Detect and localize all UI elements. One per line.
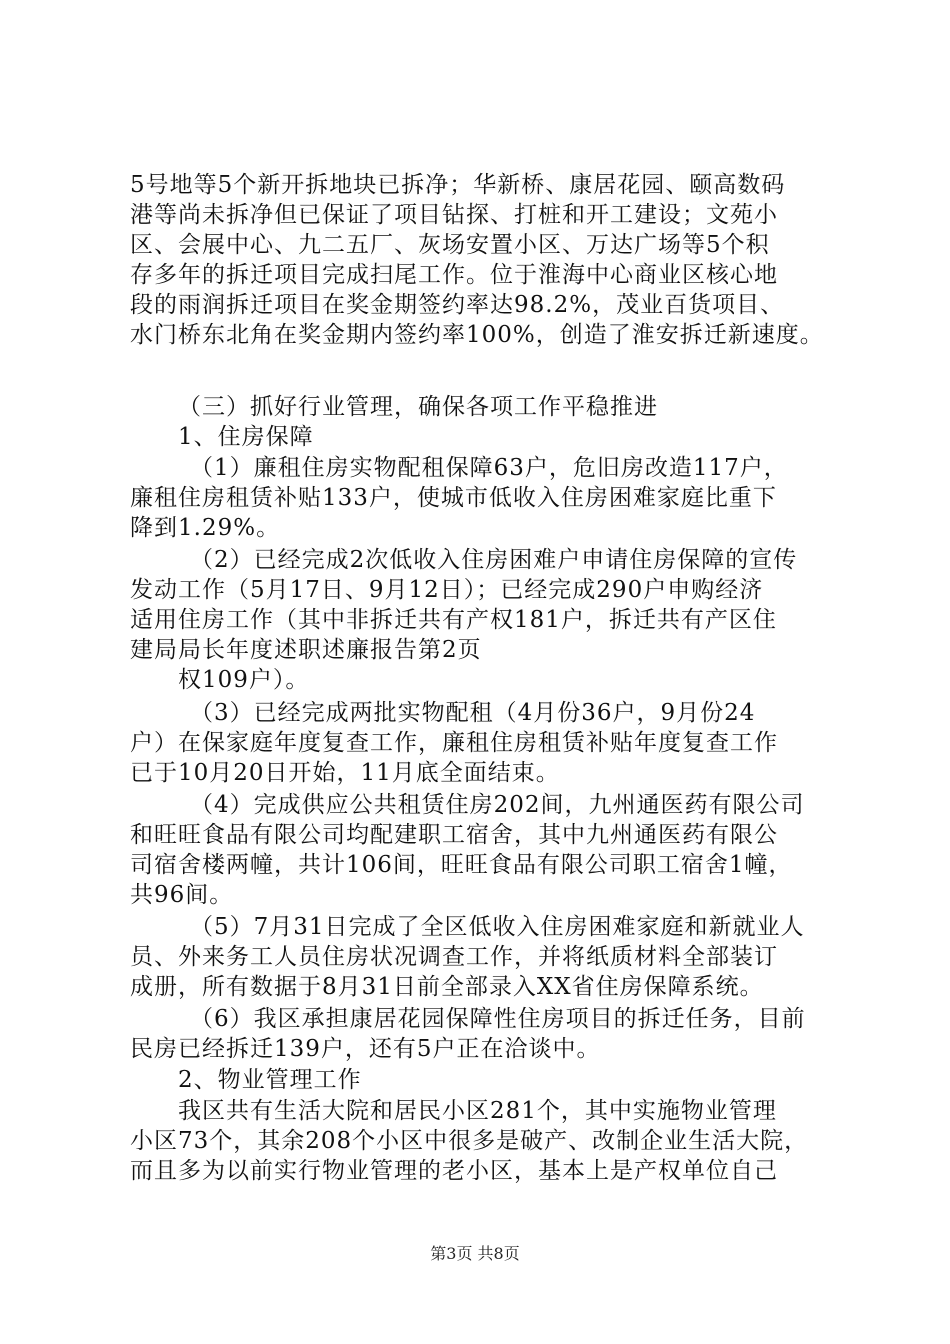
text-line: 廉租住房租赁补贴133户，使城市低收入住房困难家庭比重下 [130,485,777,511]
text-line: 权109户）。 [178,667,310,693]
text-line: 成册，所有数据于8月31日前全部录入XX省住房保障系统。 [130,974,764,1000]
text-line: 适用住房工作（其中非拆迁共有产权181户，拆迁共有产区住 [130,607,777,633]
text-line: 小区73个，其余208个小区中很多是破产、改制企业生活大院， [130,1128,809,1154]
text-line: （5）7月31日完成了全区低收入住房困难家庭和新就业人 [190,914,805,940]
text-line: （3）已经完成两批实物配租（4月份36户，9月份24 [190,700,756,726]
text-line: 5号地等5个新开拆地块已拆净；华新桥、康居花园、颐高数码 [130,172,786,198]
section-heading: （三）抓好行业管理，确保各项工作平稳推进 [178,394,658,420]
subsection-heading: 1、住房保障 [178,424,314,450]
text-line: 共96间。 [130,882,234,908]
text-line: 我区共有生活大院和居民小区281个，其中实施物业管理 [178,1098,777,1124]
text-line: 而且多为以前实行物业管理的老小区，基本上是产权单位自己 [130,1158,778,1184]
subsection-heading: 2、物业管理工作 [178,1067,362,1093]
text-line: 民房已经拆迁139户，还有5户正在洽谈中。 [130,1036,601,1062]
text-line: 段的雨润拆迁项目在奖金期签约率达98.2%，茂业百货项目、 [130,292,785,318]
text-line: 区、会展中心、九二五厂、灰场安置小区、万达广场等5个积 [130,232,770,258]
text-line: 降到1.29%。 [130,515,281,541]
text-line: 司宿舍楼两幢，共计106间，旺旺食品有限公司职工宿舍1幢， [130,852,793,878]
text-line: 存多年的拆迁项目完成扫尾工作。位于淮海中心商业区核心地 [130,262,778,288]
text-line: （4）完成供应公共租赁住房202间，九州通医药有限公司 [190,792,805,818]
text-line: 港等尚未拆净但已保证了项目钻探、打桩和开工建设；文苑小 [130,202,778,228]
text-line: 户）在保家庭年度复查工作，廉租住房租赁补贴年度复查工作 [130,730,778,756]
page-footer: 第3页 共8页 [430,1244,520,1263]
text-line: 员、外来务工人员住房状况调查工作，并将纸质材料全部装订 [130,944,778,970]
text-line: 和旺旺食品有限公司均配建职工宿舍，其中九州通医药有限公 [130,822,778,848]
text-line: （6）我区承担康居花园保障性住房项目的拆迁任务，目前 [190,1006,806,1032]
text-line: 建局局长年度述职述廉报告第2页 [130,637,482,663]
text-line: 已于10月20日开始，11月底全面结束。 [130,760,560,786]
text-line: 水门桥东北角在奖金期内签约率100%，创造了淮安拆迁新速度。 [130,322,824,348]
text-line: （2）已经完成2次低收入住房困难户申请住房保障的宣传 [190,547,798,573]
text-line: （1）廉租住房实物配租保障63户，危旧房改造117户， [190,455,788,481]
text-line: 发动工作（5月17日、9月12日）；已经完成290户申购经济 [130,577,764,603]
